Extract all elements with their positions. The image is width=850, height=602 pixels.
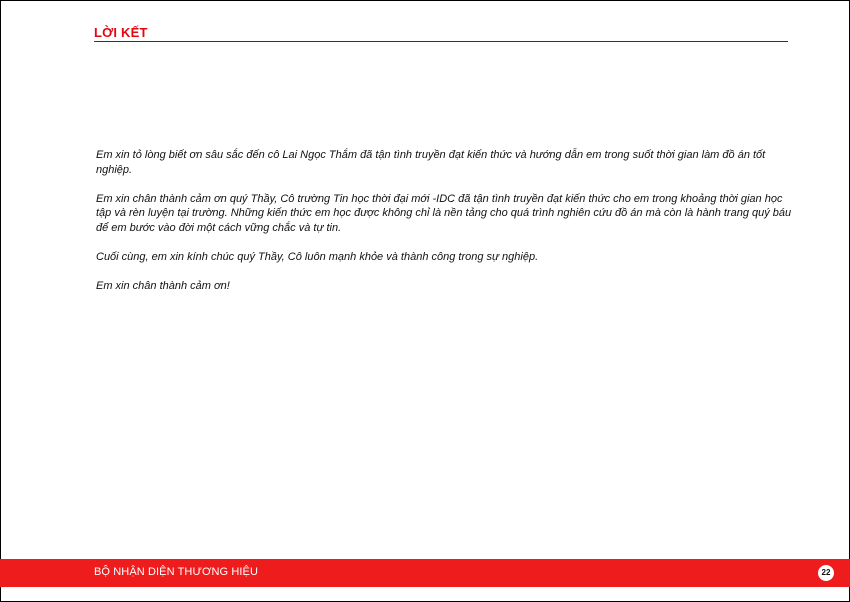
paragraph: Em xin chân thành cảm ơn! [96,279,230,292]
paragraph: Em xin tỏ lòng biết ơn sâu sắc đến cô Lai Ngọc Thắm đã tận tình truyền đạt kiến thức và hướng dẫn em trong suốt thời gian làm đồ án tốt nghiệp. [96,149,766,176]
body-text [96,148,792,308]
heading-divider [94,41,788,42]
footer-bar [0,559,850,587]
paragraph: Cuối cùng, em xin kính chúc quý Thầy, Cô luôn mạnh khỏe và thành công trong sự nghiệp. [96,250,539,263]
page-heading: LỜI KẾT [94,25,148,40]
page-number-badge: 22 [818,565,834,581]
footer-label: BỘ NHẬN DIỆN THƯƠNG HIỆU [94,566,259,578]
paragraph: Em xin chân thành cảm ơn quý Thầy, Cô trường Tin học thời đại mới -IDC đã tận tình truyền đạt kiến thức cho em trong khoảng thời gian học tập và rèn luyện tại trường. Những kiến thức em học được không chỉ là nền tảng cho quá trình nghiên cứu đồ án mà còn là hành trang quý báu để em bước vào đời một cách vững chắc và tự tin. [96,192,792,234]
